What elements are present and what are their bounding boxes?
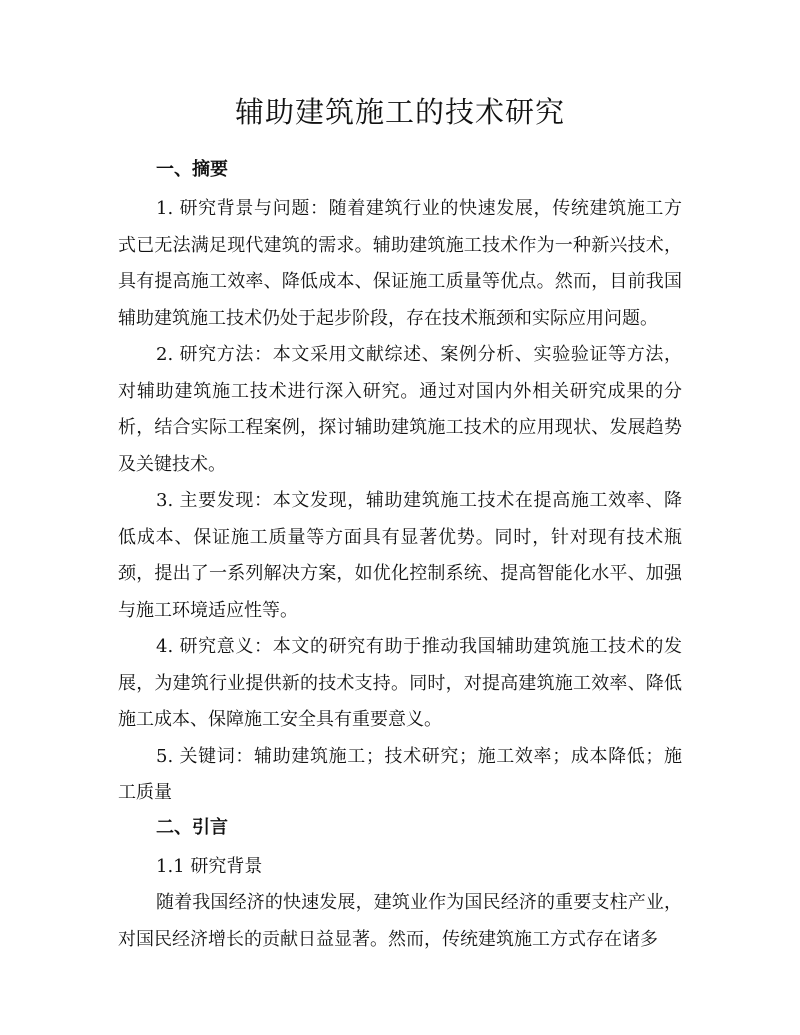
document-title: 辅助建筑施工的技术研究 [234,95,565,129]
introduction-paragraph: 随着我国经济的快速发展，建筑业作为国民经济的重要支柱产业，对国民经济增长的贡献日益显著。然而，传统建筑施工方式存在诸多 [118,892,682,950]
section-heading-introduction: 二、引言 [156,816,228,838]
subsection-heading-background: 1.1 研究背景 [156,855,263,877]
abstract-paragraph-findings: 3. 主要发现：本文发现，辅助建筑施工技术在提高施工效率、降低成本、保证施工质量等方面具有显著优势。同时，针对现有技术瓶颈，提出了一系列解决方案，如优化控制系统、提高智能化水平、加强与施工环境适应性等。 [118,490,682,621]
abstract-paragraph-keywords: 5. 关键词：辅助建筑施工；技术研究；施工效率；成本降低；施工质量 [118,745,682,803]
section-heading-abstract: 一、摘要 [156,159,228,180]
abstract-paragraph-background: 1. 研究背景与问题：随着建筑行业的快速发展，传统建筑施工方式已无法满足现代建筑的需求。辅助建筑施工技术作为一种新兴技术，具有提高施工效率、降低成本、保证施工质量等优点。然而，目前我国辅助建筑施工技术仍处于起步阶段，存在技术瓶颈和实际应用问题。 [118,198,682,329]
abstract-paragraph-significance: 4. 研究意义：本文的研究有助于推动我国辅助建筑施工技术的发展，为建筑行业提供新的技术支持。同时，对提高建筑施工效率、降低施工成本、保障施工安全具有重要意义。 [118,636,682,730]
abstract-paragraph-method: 2. 研究方法：本文采用文献综述、案例分析、实验验证等方法，对辅助建筑施工技术进行深入研究。通过对国内外相关研究成果的分析，结合实际工程案例，探讨辅助建筑施工技术的应用现状、发展趋势及关键技术。 [118,344,682,475]
